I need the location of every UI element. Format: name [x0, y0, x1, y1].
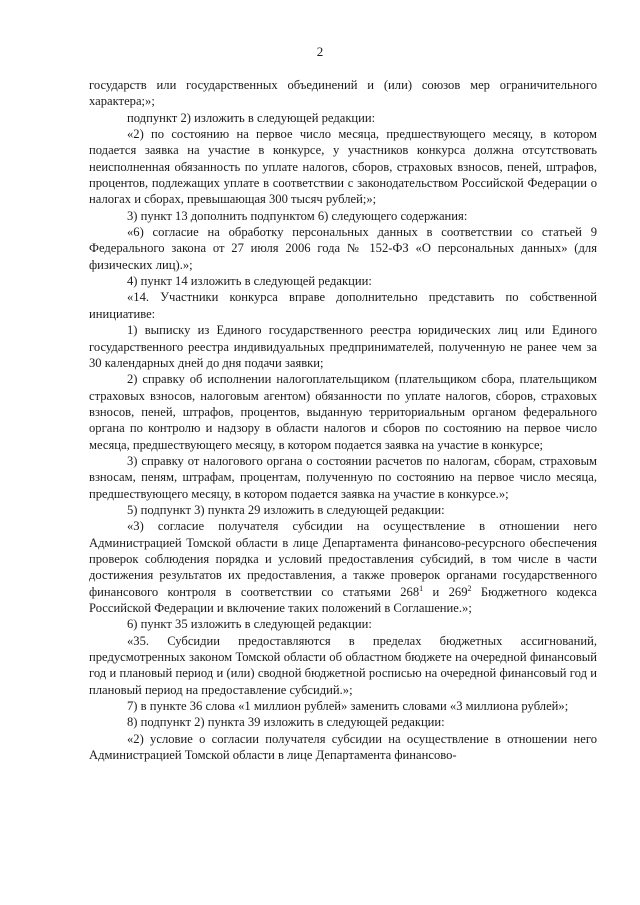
paragraph-amendment-heading: 3) пункт 13 дополнить подпунктом 6) следующего содержания:	[127, 208, 468, 223]
page-number: 2	[316, 44, 324, 59]
paragraph-text-part: Бюджетного кодекса Российской Федерации и включение таких положений в Соглашение.»;	[89, 584, 597, 615]
paragraph-text-part: и 269	[423, 584, 468, 599]
paragraph-list-item: 2) справку об исполнении налогоплательщиком (плательщиком сбора, плательщиком страховых взносов, налоговым агентом) обязанности по уплате налогов, сборов, страховых взносов, пеней, штрафов, процентов, выданную территориальным органом федерального органа по контролю и надзору в области налогов и сборов по состоянию на первое число месяца, предшествующего месяцу, в котором подается заявка на участие в конкурсе;	[89, 372, 597, 452]
superscript: 1	[419, 583, 424, 593]
superscript: 2	[467, 583, 472, 593]
paragraph-quoted-text: «2) условие о согласии получателя субсидии на осуществление в отношении него Администрацией Томской области в лице Департамента финансово-	[89, 731, 597, 763]
paragraph-quoted-text-with-superscripts	[89, 518, 597, 616]
paragraph-amendment-heading: 5) подпункт 3) пункта 29 изложить в следующей редакции:	[127, 502, 445, 517]
paragraph-quoted-text: «2) по состоянию на первое число месяца, предшествующего месяцу, в котором подается заявка на участие в конкурсе, у участников конкурса должна отсутствовать неисполненная обязанность по уплате налогов, сборов, страховых взносов, пеней, штрафов, процентов, подлежащих уплате в соответствии с законодательством Российской Федерации о налогах и сборах, превышающая 300 тысяч рублей;»;	[89, 127, 597, 207]
paragraph-list-item: 1) выписку из Единого государственного реестра юридических лиц или Единого государственного реестра индивидуальных предпринимателей, полученную не ранее чем за 30 календарных дней до дня подачи заявки;	[89, 323, 597, 370]
paragraph-amendment-heading: 8) подпункт 2) пункта 39 изложить в следующей редакции:	[127, 715, 445, 730]
paragraph-amendment-heading: подпункт 2) изложить в следующей редакции:	[127, 110, 376, 125]
document-body	[89, 77, 597, 763]
paragraph-amendment-heading: 7) в пункте 36 слова «1 миллион рублей» заменить словами «3 миллиона рублей»;	[127, 699, 569, 714]
paragraph-text-part: «3) согласие получателя субсидии на осуществление в отношении него Администрацией Томской области в лице Департамента финансово-ресурсного обеспечения проверок соблюдения порядка и условий предоставления субсидий, в том числе в части достижения результатов их предоставления, а также проверок органами государственного финансового контроля в соответствии со статьями 268	[89, 519, 597, 599]
paragraph-quoted-text: «6) согласие на обработку персональных данных в соответствии со статьей 9 Федерального закона от 27 июля 2006 года № 152-ФЗ «О персональных данных» (для физических лиц).»;	[89, 225, 597, 272]
paragraph-amendment-heading: 6) пункт 35 изложить в следующей редакции:	[127, 617, 372, 632]
paragraph-list-item: 3) справку от налогового органа о состоянии расчетов по налогам, сборам, страховым взносам, пеням, штрафам, процентам, полученную по состоянию на первое число месяца, предшествующего месяцу, в котором подается заявка на участие в конкурсе.»;	[89, 453, 597, 501]
paragraph-quoted-text: «35. Субсидии предоставляются в пределах бюджетных ассигнований, предусмотренных законом Томской области об областном бюджете на очередной финансовый год и плановый период и (или) сводной бюджетной росписью на очередной финансовый год и плановый период на предоставление субсидий.»;	[89, 633, 597, 697]
paragraph-quoted-text: «14. Участники конкурса вправе дополнительно представить по собственной инициативе:	[89, 290, 597, 321]
paragraph-continuation: государств или государственных объединений и (или) союзов мер ограничительного характера;»;	[89, 78, 597, 109]
paragraph-amendment-heading: 4) пункт 14 изложить в следующей редакции:	[127, 274, 372, 289]
